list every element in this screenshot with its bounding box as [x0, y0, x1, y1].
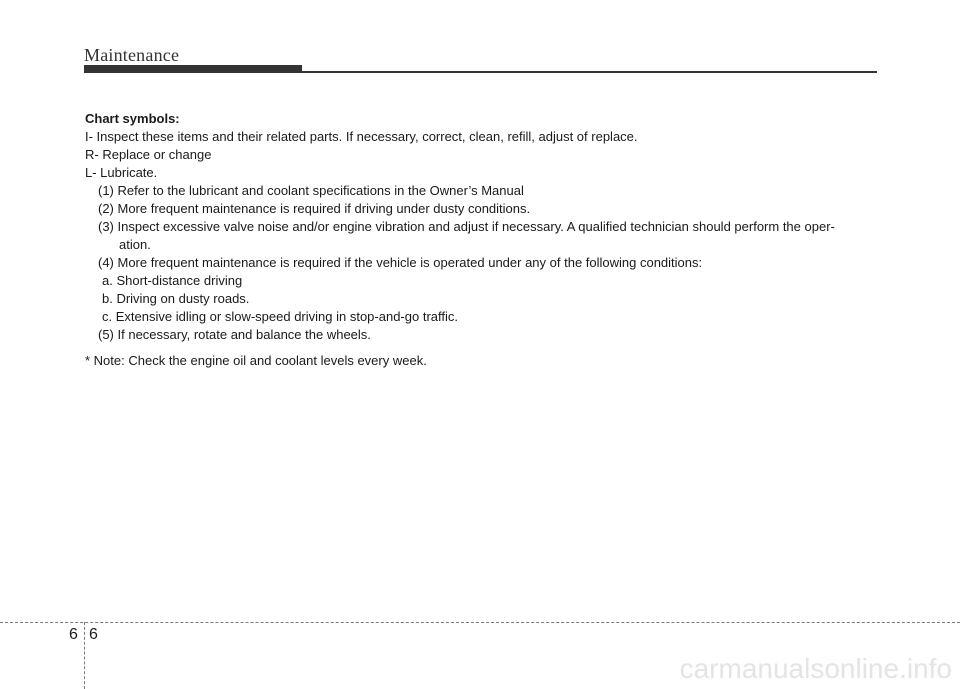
symbol-lubricate: L- Lubricate.: [85, 165, 158, 180]
chapter-number: 6: [69, 626, 78, 643]
note-5: (5) If necessary, rotate and balance the wheels.: [98, 327, 371, 342]
page-number: 6: [89, 626, 98, 643]
page-title: Maintenance: [84, 45, 180, 65]
chart-symbols-section: [85, 110, 880, 370]
footer-divider: [84, 622, 85, 689]
footer-rule: [0, 622, 960, 623]
header-rule: [84, 71, 877, 73]
note-4: (4) More frequent maintenance is required if the vehicle is operated under any of the following conditions:: [98, 255, 703, 270]
footnote-note: * Note: Check the engine oil and coolant levels every week.: [85, 353, 427, 368]
symbol-inspect: I- Inspect these items and their related parts. If necessary, correct, clean, refill, adjust of replace.: [85, 129, 638, 144]
note-4-subitem-b: b. Driving on dusty roads.: [102, 291, 250, 306]
watermark: carmanualsonline.info: [679, 653, 952, 684]
chart-symbols-heading: Chart symbols:: [85, 111, 180, 126]
note-4-subitem-a: a. Short-distance driving: [102, 273, 243, 288]
note-4-subitem-c: c. Extensive idling or slow-speed driving in stop-and-go traffic.: [102, 309, 458, 324]
note-3-continuation: ation.: [119, 237, 151, 252]
note-1: (1) Refer to the lubricant and coolant specifications in the Owner’s Manual: [98, 183, 524, 198]
symbol-replace: R- Replace or change: [85, 147, 212, 162]
note-2: (2) More frequent maintenance is required if driving under dusty conditions.: [98, 201, 531, 216]
note-3: (3) Inspect excessive valve noise and/or engine vibration and adjust if necessary. A qualified technician should perform the oper-: [98, 219, 835, 234]
